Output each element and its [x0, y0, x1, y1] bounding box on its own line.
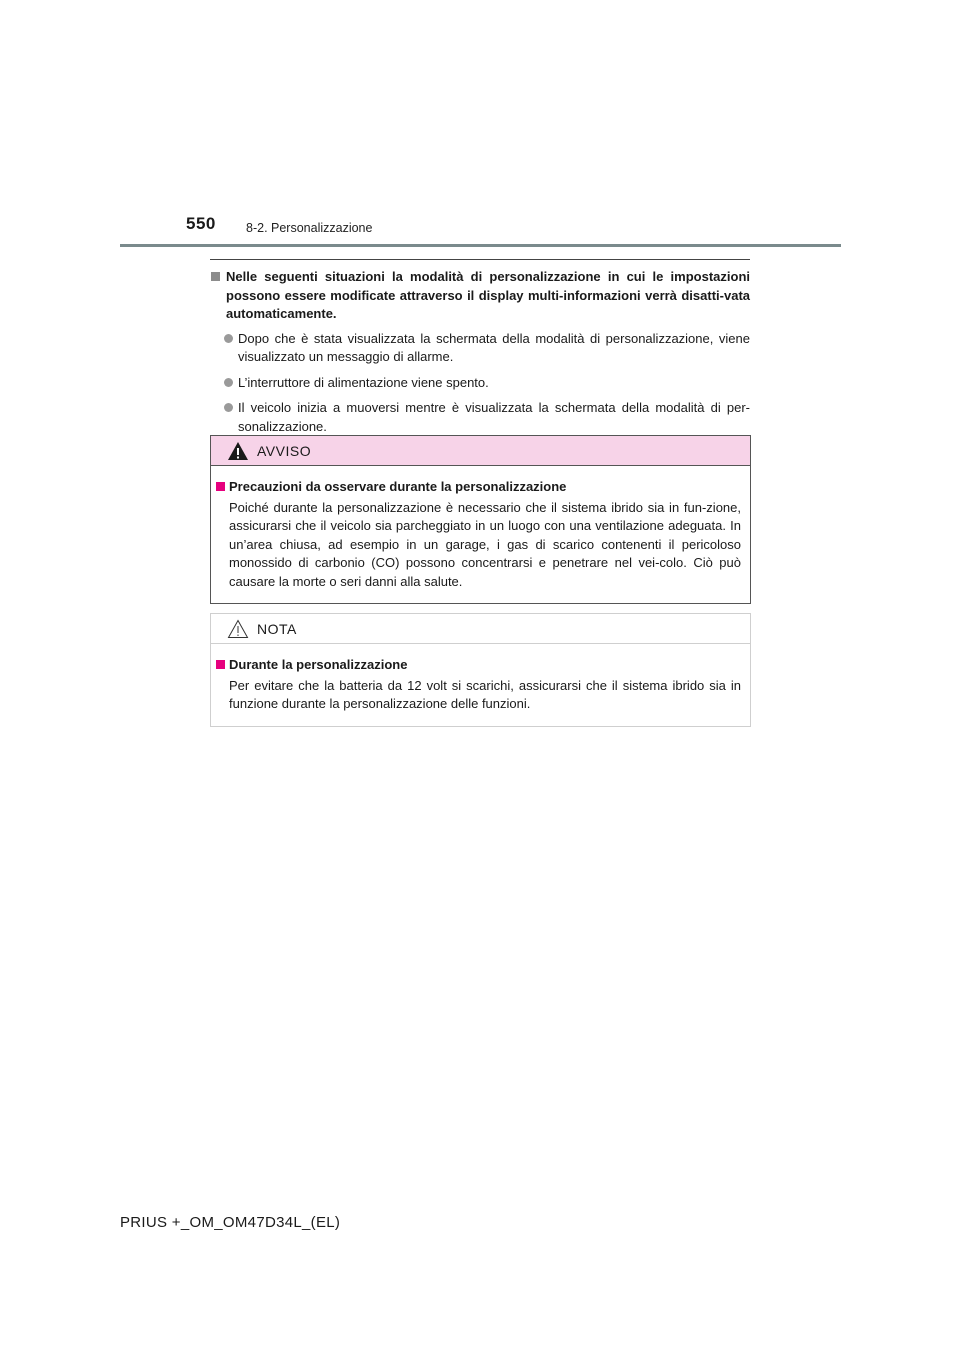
notice-box-header	[211, 614, 750, 644]
notice-subhead	[215, 656, 741, 675]
notice-box	[210, 613, 751, 727]
notice-subhead-text: Durante la personalizzazione	[229, 657, 408, 672]
page-number: 550	[186, 214, 216, 233]
list-item-text: L’interruttore di alimentazione viene spento.	[238, 374, 489, 390]
info-subhead-text: Nelle seguenti situazioni la modalità di personalizzazione in cui le impostazioni possono essere modificate attraverso il display multi-informazioni verrà disatti-vata automaticamente.	[226, 269, 750, 321]
document-code: PRIUS +_OM_OM47D34L_(EL)	[120, 1214, 341, 1231]
list-item-text: Il veicolo inizia a muoversi mentre è visualizzata la schermata della modalità di per-sonalizzazione.	[238, 400, 750, 434]
list-item	[210, 374, 750, 393]
section-title: 8-2. Personalizzazione	[246, 221, 373, 235]
warning-label: AVVISO	[257, 442, 312, 459]
warning-subhead	[215, 478, 741, 497]
square-bullet-icon	[216, 660, 225, 669]
circle-bullet-icon	[224, 378, 233, 387]
list-item	[210, 399, 750, 436]
circle-bullet-icon	[224, 403, 233, 412]
list-item-text: Dopo che è stata visualizzata la schermata della modalità di personalizzazione, viene visualizzato un messaggio di allarme.	[238, 330, 750, 364]
bullet-list	[210, 330, 750, 437]
warning-box-header	[211, 436, 750, 466]
notice-text: Per evitare che la batteria da 12 volt si scarichi, assicurarsi che il sistema ibrido sia in funzione durante la personalizzazione delle funzioni.	[229, 677, 741, 711]
caution-triangle-outline-icon	[227, 619, 249, 639]
section-divider	[210, 259, 750, 260]
list-item	[210, 330, 750, 367]
circle-bullet-icon	[224, 334, 233, 343]
warning-text: Poiché durante la personalizzazione è necessario che il sistema ibrido sia in fun-zione, assicurarsi che il veicolo sia parcheggiato in un luogo con una ventilazione adeguata. In un’area chiusa, ad esempio in un garage, i gas di scarico contenenti il pericoloso monossido di carbonio (CO) possono concentrarsi e penetrare nel vei-colo. Ciò può causare la morte o seri danni alla salute.	[229, 499, 741, 589]
header-rule	[120, 244, 841, 247]
warning-box	[210, 435, 751, 604]
main-content	[210, 268, 750, 443]
warning-subhead-text: Precauzioni da osservare durante la personalizzazione	[229, 479, 567, 494]
info-subhead	[210, 268, 750, 324]
notice-box-body	[211, 644, 750, 726]
warning-box-body	[211, 466, 750, 603]
notice-label: NOTA	[257, 620, 297, 637]
square-bullet-icon	[216, 482, 225, 491]
square-bullet-icon	[211, 272, 220, 281]
warning-triangle-icon	[227, 441, 249, 461]
